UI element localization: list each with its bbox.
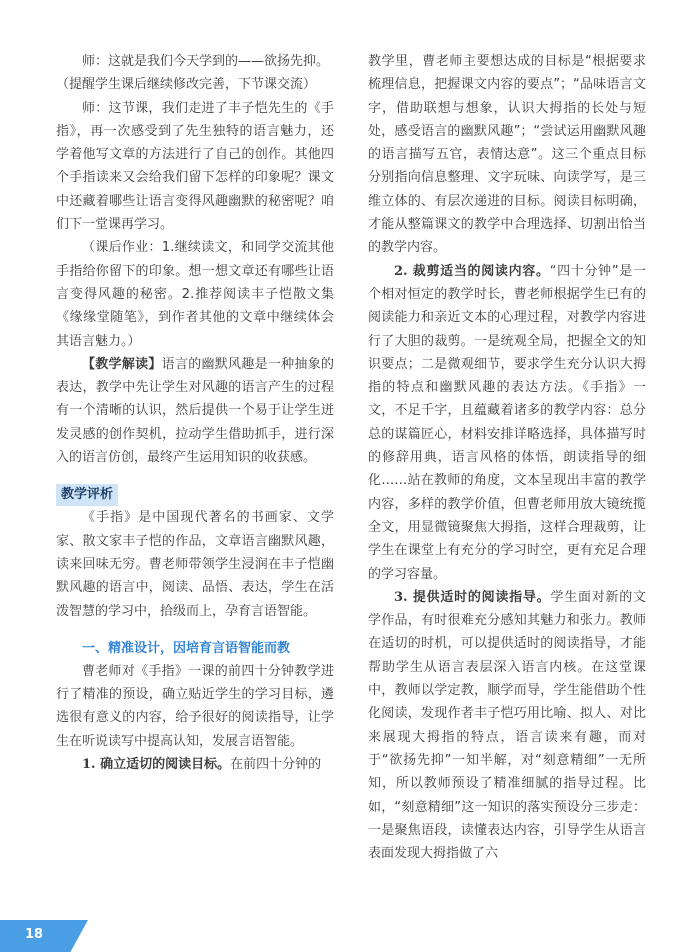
reading-goal-text: 在前四十分钟的 [230,757,322,773]
reading-guidance-text: 学生面对新的文学作品，有时很难充分感知其魅力和张力。教师在适切的时机，可以提供适时的阅读指导，才能帮助学生从语言表层深入语言内核。在这堂课中，教师以学定教，顺学而导，学生能借助个性化阅读，发现作者丰子恺巧用比喻、拟人、对比来展现大拇指的特点，语言读来有趣，而对于“欲扬先抑”一知半解，对“刻意精细”一无所知，所以教师预设了精准细腻的指导过程。比如，“刻意精细”这一知识的落实预设分三步走：一是聚焦语段，读懂表达内容，引导学生从语言表面发现大拇指做了六 [368,589,646,862]
content-cut-text: “四十分钟”是一个相对恒定的教学时长，曹老师根据学生已有的阅读能力和亲近文本的心理过程，对教学内容进行了大胆的裁剪。一是统观全局，把握全文的知识要点；二是微观细节，要求学生充分认识大拇指的特点和幽默风趣的表达方法。《手指》一文，不足千字，且蕴藏着诸多的教学内容：总分总的谋篇匠心，材料安排详略选择，具体描写时的修辞用典，语言风格的体悟，朗读指导的细化……站在教师的角度，文本呈现出丰富的教学内容，多样的教学价值，但曹老师用放大镜统揽全文，用显微镜聚焦大拇指，这样合理裁剪，让学生在课堂上有充分的学习时空，更有充足合理的学习容量。 [368,263,646,582]
page-number-tab [0,920,88,952]
review-intro-paragraph: 《手指》是中国现代著名的书画家、文学家、散文家丰子恺的作品，文章语言幽默风趣，读来回味无穷。曹老师带领学生浸润在丰子恺幽默风趣的语言中，阅读、品悟、表达，学生在活泼智慧的学习中，拾级而上，孕育言语智能。 [56,510,334,619]
content-cut-label: 2. 裁剪适当的阅读内容。 [394,263,550,279]
homework-note: （课后作业：1.继续读文，和同学交流其他手指给你留下的印象。想一想文章还有哪些让语言变得风趣的秘密。2.推荐阅读丰子恺散文集《缘缘堂随笔》，到作者其他的文章中继续体会其语言魅力。） [56,240,334,349]
section-heading-1: 一、精准设计，因培育言语智能而教 [82,640,291,656]
teaching-interpretation [56,353,334,469]
teaching-interpretation-label: 【教学解读】 [82,356,162,372]
reading-goal-label: 1. 确立适切的阅读目标。 [82,757,231,773]
reading-guidance-paragraph [368,586,646,866]
right-column [368,50,646,865]
reading-goal-paragraph [56,753,334,776]
teaching-interpretation-text: 语言的幽默风趣是一种抽象的表达，教学中先让学生对风趣的语言产生的过程有一个清晰的认识，然后提供一个易于让学生迸发灵感的创作契机，拉动学生借助抓手，进行深入的语言仿创，最终产生运用知识的收获感。 [56,356,334,466]
left-column [56,50,334,776]
section-title-box: 教学评析 [56,484,118,506]
reading-guidance-label: 3. 提供适时的阅读指导。 [394,589,551,605]
goals-paragraph: 教学里，曹老师主要想达成的目标是“根据要求梳理信息，把握课文内容的要点”；“品味语言文字，借助联想与想象，认识大拇指的长处与短处，感受语言的幽默风趣”；“尝试运用幽默风趣的语言描写五官，表情达意”。这三个重点目标分别指向信息整理、文字玩味、向读学写，是三维立体的、有层次递进的目标。阅读目标明确，才能从整篇课文的教学中合理选择、切割出恰当的教学内容。 [368,54,646,256]
dialogue-paragraph-1: 师：这就是我们今天学到的——欲扬先抑。 [82,54,330,69]
dialogue-paragraph-2: 师：这节课，我们走进了丰子恺先生的《手指》，再一次感受到了先生独特的语言魅力，还学着他写文章的方法进行了自己的创作。其他四个手指读来又会给我们留下怎样的印象呢？课文中还藏着哪些让语言变得风趣幽默的秘密呢？咱们下一堂课再学习。 [56,100,334,233]
stage-note: （提醒学生课后继续修改完善，下节课交流） [56,77,317,93]
design-paragraph: 曹老师对《手指》一课的前四十分钟教学进行了精准的预设，确立贴近学生的学习目标，遴选很有意义的内容，给予很好的阅读指导，让学生在听说读写中提高认知，发展言语智能。 [56,663,334,749]
content-cut-paragraph [368,260,646,586]
page-number: 18 [25,927,44,942]
